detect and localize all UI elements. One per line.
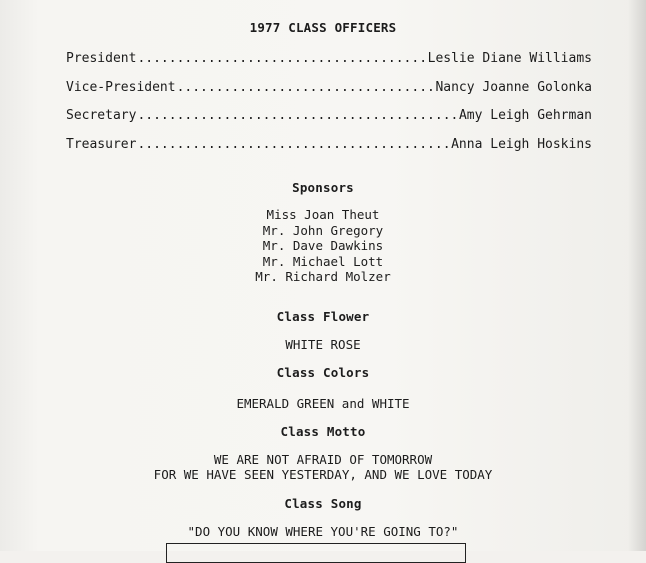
dot-leader [177, 80, 435, 95]
officer-role: Vice-President [66, 80, 176, 95]
sponsor-name: Mr. Dave Dawkins [262, 238, 384, 253]
dot-leader [137, 137, 450, 152]
officer-name: Nancy Joanne Golonka [435, 80, 592, 95]
sponsors-heading: Sponsors [292, 180, 354, 195]
bottom-frame-box [166, 543, 466, 563]
sponsor-name: Mr. Michael Lott [262, 253, 384, 269]
class-colors-value: EMERALD GREEN and WHITE [236, 396, 410, 411]
sponsor-name: Mr. Richard Molzer [255, 269, 391, 284]
class-flower-heading: Class Flower [276, 309, 370, 324]
page-title: 1977 CLASS OFFICERS [249, 20, 397, 35]
officer-role: President [66, 51, 137, 66]
officer-role: Treasurer [66, 137, 137, 152]
officer-name: Leslie Diane Williams [427, 51, 592, 66]
class-colors-heading: Class Colors [276, 365, 370, 380]
officer-name: Amy Leigh Gehrman [458, 108, 592, 123]
officer-row-president [66, 51, 592, 67]
officer-row-treasurer [66, 137, 592, 153]
officer-name: Anna Leigh Hoskins [451, 137, 592, 152]
class-motto-line-2: FOR WE HAVE SEEN YESTERDAY, AND WE LOVE TODAY [153, 467, 493, 482]
sponsors-list [0, 207, 646, 285]
officer-row-vice-president [66, 80, 592, 96]
class-song-value: "DO YOU KNOW WHERE YOU'RE GOING TO?" [187, 524, 459, 539]
class-flower-value: WHITE ROSE [285, 337, 361, 352]
officer-row-secretary [66, 108, 592, 124]
class-motto-line-1: WE ARE NOT AFRAID OF TOMORROW [213, 452, 433, 467]
dot-leader [137, 108, 457, 123]
class-motto-heading: Class Motto [280, 424, 366, 439]
dot-leader [137, 51, 426, 66]
sponsor-name: Miss Joan Theut [266, 207, 380, 222]
officer-role: Secretary [66, 108, 137, 123]
class-song-heading: Class Song [284, 496, 362, 511]
sponsor-name: Mr. John Gregory [262, 222, 384, 238]
